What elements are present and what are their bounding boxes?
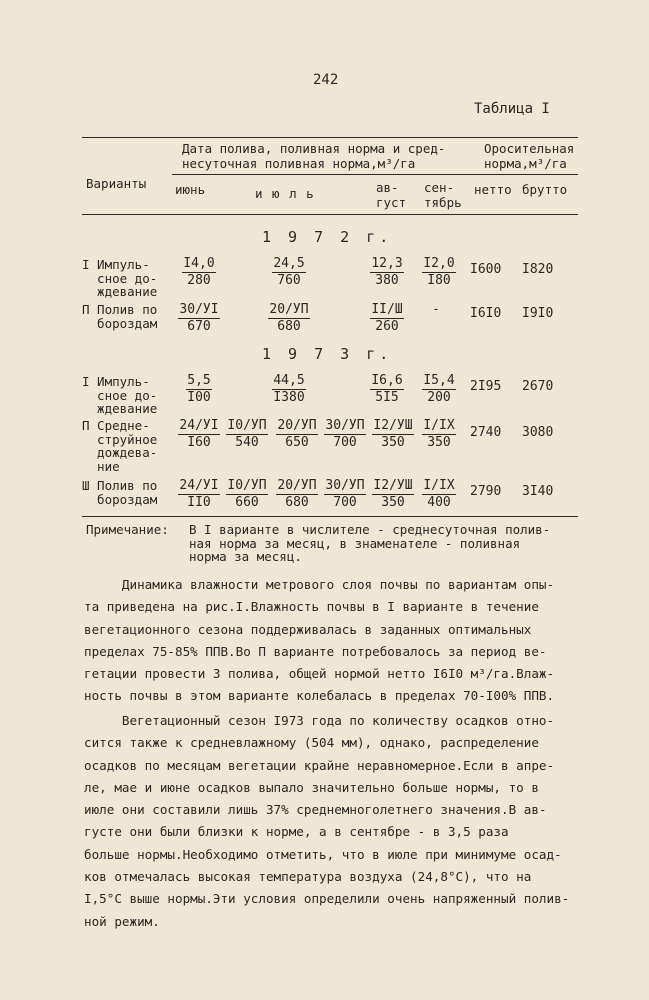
table-bottom-rule <box>82 516 578 517</box>
table-cell: $\frac{I/IX}{350}$ <box>423 418 455 450</box>
table-cell: $\frac{24,5}{760}$ <box>273 256 305 288</box>
text-line: осадков по месяцам вегетации крайне неравномерное.Если в апре- <box>84 757 555 773</box>
table-cell: $\frac{I4,0}{280}$ <box>183 256 215 288</box>
table-cell: $\frac{I/IX}{400}$ <box>423 478 455 510</box>
row-label: П Средне- струйное дождева- ние <box>82 418 158 474</box>
table-cell: 30/УП 700 <box>325 478 365 510</box>
table-cell: 24/УI II0 <box>179 478 219 510</box>
brutto-value: I820 <box>522 262 554 277</box>
header-month-june: июнь <box>175 182 206 197</box>
text-line: сится также к средневлажному (504 мм), однако, распределение <box>84 735 539 751</box>
netto-value: 2740 <box>470 425 502 440</box>
brutto-value: 3080 <box>522 425 554 440</box>
table-cell: I2/УШ 350 <box>373 478 413 510</box>
header-bottom-rule <box>82 214 578 215</box>
table-cell: $\frac{I2,0}{I80}$ <box>423 256 455 288</box>
table-cell: $\frac{44,5}{I380}$ <box>273 373 305 405</box>
row-label: П Полив по бороздам <box>82 302 158 331</box>
year-1972: 1 9 7 2 г. <box>262 228 393 246</box>
netto-value: I6I0 <box>470 306 502 321</box>
table-cell: $\frac{I6,6}{5I5}$ <box>371 373 403 405</box>
header-month-sep-1: сен- <box>424 180 455 195</box>
note-label: Примечание: <box>86 522 169 537</box>
text-line: ле, мае и июне осадков выпало значительно больше нормы, то в <box>84 779 539 795</box>
table-cell: II/Ш 260 <box>371 302 403 334</box>
year-1973: 1 9 7 3 г. <box>262 345 393 363</box>
text-line: ков отмечалась высокая температура воздуха (24,8°С), что на <box>84 869 532 885</box>
row-label: I Импуль- сное до- ждевание <box>82 257 158 299</box>
table-cell: $\frac{I5,4}{200}$ <box>423 373 455 405</box>
table-cell: I0/УП 660 <box>227 478 267 510</box>
table-cell: 24/УI I60 <box>179 418 219 450</box>
table-cell: 20/УП 680 <box>269 302 309 334</box>
page-number: 242 <box>313 72 339 88</box>
text-line: ность почвы в этом варианте колебалась в пределах 70-I00% ППВ. <box>84 688 555 704</box>
netto-value: 2I95 <box>470 379 502 394</box>
netto-value: I600 <box>470 262 502 277</box>
text-line: Динамика влажности метрового слоя почвы по вариантам опы- <box>84 577 555 592</box>
brutto-value: I9I0 <box>522 306 554 321</box>
text-line: ной режим. <box>84 913 160 929</box>
header-netto: нетто <box>474 182 512 197</box>
text-line: июле они составили лишь 37% среднемноголетнего значения.В ав- <box>84 802 547 818</box>
table-cell-dash: - <box>432 302 440 317</box>
header-month-july: и ю л ь <box>255 186 315 201</box>
table-cell: 30/УI 670 <box>179 302 219 334</box>
text-line: гетации провести 3 полива, общей нормой нетто I6I0 м³/га.Влаж- <box>84 666 555 682</box>
brutto-value: 2670 <box>522 379 554 394</box>
text-line: больше нормы.Необходимо отметить, что в июле при минимуме осад- <box>84 846 562 862</box>
text-line: пределах 75-85% ППВ.Во П варианте потребовалось за период ве- <box>84 643 547 659</box>
text-line: густе они были близки к норме, а в сентябре - в 3,5 раза <box>84 824 509 840</box>
text-line: Вегетационный сезон I973 года по количеству осадков отно- <box>84 713 555 728</box>
header-dates-line1: Дата полива, поливная норма и сред- <box>182 141 446 156</box>
paragraph-2 <box>84 710 584 933</box>
paragraph-1 <box>84 574 584 708</box>
header-month-sep-2: тябрь <box>424 195 462 210</box>
text-line: I,5°С выше нормы.Эти условия определили очень напряженный полив- <box>84 891 570 907</box>
table-cell: I0/УП 540 <box>227 418 267 450</box>
header-brutto: брутто <box>522 182 568 197</box>
table-cell: 20/УП 650 <box>277 418 317 450</box>
note-text: В I варианте в числителе - среднесуточная полив- ная норма за месяц, в знаменателе - поливная норма за месяц. <box>189 522 551 564</box>
table-cell: $\frac{12,3}{380}$ <box>371 256 403 288</box>
row-label: Ш Полив по бороздам <box>82 478 158 507</box>
header-month-aug-1: ав- <box>376 180 399 195</box>
text-line: та приведена на рис.I.Влажность почвы в I варианте в течение <box>84 599 539 615</box>
row-label: I Импуль- сное до- ждевание <box>82 374 158 416</box>
header-mid-rule <box>172 174 578 175</box>
text-line: вегетационного сезона поддерживалась в заданных оптимальных <box>84 621 532 637</box>
table-caption: Таблица I <box>474 101 550 117</box>
netto-value: 2790 <box>470 484 502 499</box>
header-norm-line1: Оросительная <box>484 141 575 156</box>
header-norm-line2: норма,м³/га <box>484 156 567 171</box>
table-cell: 20/УП 680 <box>277 478 317 510</box>
table-cell: I2/УШ 350 <box>373 418 413 450</box>
table-cell: 30/УП 700 <box>325 418 365 450</box>
brutto-value: 3I40 <box>522 484 554 499</box>
header-dates-line2: несуточная поливная норма,м³/га <box>182 156 416 171</box>
header-month-aug-2: густ <box>376 195 407 210</box>
table-top-rule <box>82 137 578 138</box>
header-variants: Варианты <box>86 176 147 191</box>
table-cell: $\frac{5,5}{I00}$ <box>187 373 211 405</box>
